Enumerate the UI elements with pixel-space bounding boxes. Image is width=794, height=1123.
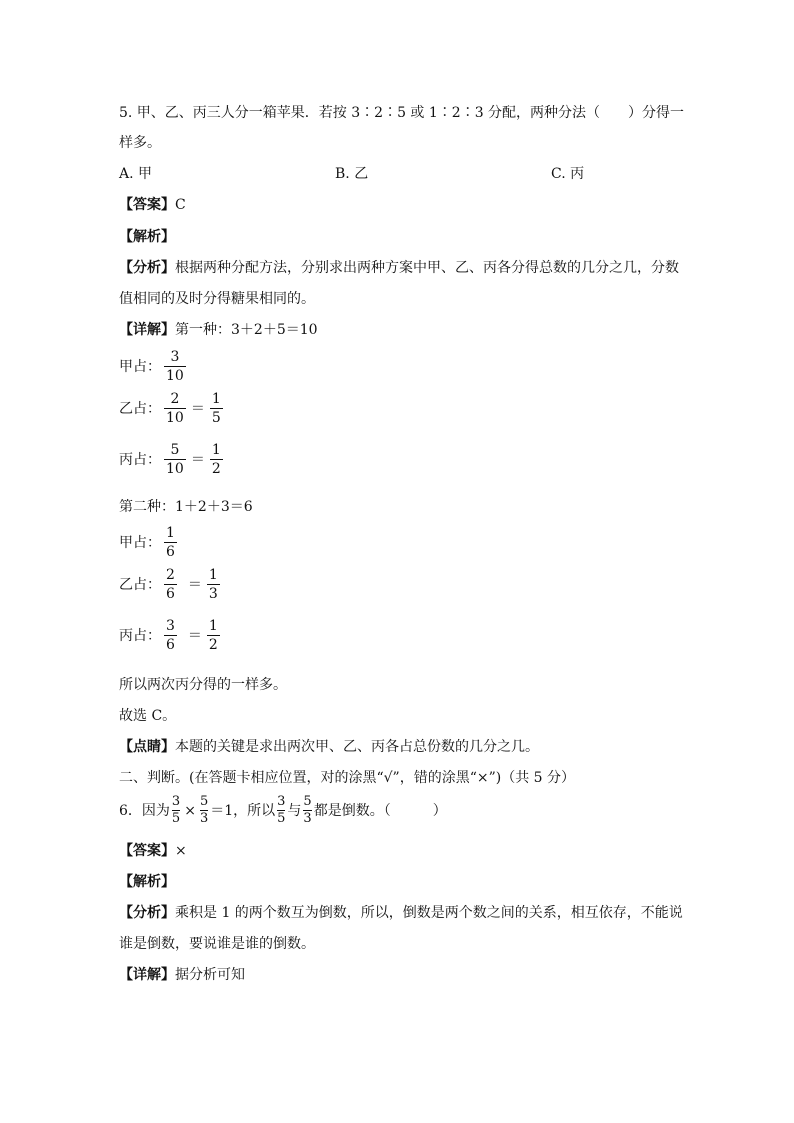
section2-title: 二、判断。(在答题卡相应位置，对的涂黑“√”，错的涂黑“×”)（共 5 分）: [119, 770, 576, 786]
q5-xiangjie-row: [119, 320, 318, 340]
q6-yu: 与: [287, 802, 302, 819]
second-title: 第二种：1＋2＋3＝6: [119, 499, 253, 515]
q5-option-a: A. 甲: [119, 166, 153, 182]
q5-stem-line1: 5. 甲、乙、丙三人分一箱苹果．若按 3∶2∶5 或 1∶2∶3 分配，两种分法（ ）分得一: [119, 105, 685, 121]
q5-stem-line2: 样多。: [119, 135, 161, 151]
fraction-result: $\frac{1}{2}$: [211, 442, 221, 477]
fraction-result: $\frac{1}{2}$: [208, 618, 218, 653]
first-yi-row: [119, 390, 226, 427]
q5-dianjing-row: [119, 737, 539, 757]
row-label: 乙占：: [119, 400, 161, 417]
q6-eq1: ＝1，所以: [210, 802, 276, 819]
fraction: $\frac{3}{6}$: [166, 618, 175, 653]
xiangjie-text: 第一种：3＋2＋5＝10: [175, 322, 318, 338]
fraction: $\frac{3}{5}$: [171, 794, 181, 826]
first-jia-row: [119, 348, 189, 385]
q5-fenxi-line1: [119, 258, 679, 278]
row-label: 甲占：: [119, 534, 161, 551]
fraction: $\frac{5}{3}$: [199, 794, 209, 826]
second-yi-row: [119, 566, 223, 603]
equals-sign: ＝: [190, 451, 205, 468]
times-sign: ×: [184, 802, 196, 819]
xiangjie-tag: 【详解】: [119, 322, 175, 338]
q5-conclusion: 所以两次丙分得的一样多。: [119, 677, 287, 693]
answer-value: ×: [175, 843, 187, 859]
fraction: $\frac{3}{10}$: [166, 349, 184, 384]
dianjing-tag: 【点睛】: [119, 739, 175, 755]
row-label: 丙占：: [119, 627, 161, 644]
answer-tag: 【答案】: [119, 197, 175, 213]
fraction-result: $\frac{1}{3}$: [208, 567, 218, 602]
fraction-result: $\frac{1}{5}$: [211, 391, 221, 426]
fraction: $\frac{2}{6}$: [166, 567, 175, 602]
row-label: 甲占：: [119, 358, 161, 375]
equals-sign: ＝: [187, 627, 202, 644]
fraction: $\frac{2}{10}$: [166, 391, 184, 426]
fenxi-text: 根据两种分配方法，分别求出两种方案中甲、乙、丙各分得总数的几分之几，分数: [175, 260, 679, 276]
first-bing-row: [119, 441, 226, 478]
fenxi-tag: 【分析】: [119, 905, 175, 921]
second-bing-row: [119, 617, 223, 654]
q6-prefix: 6．因为: [119, 802, 170, 819]
equals-sign: ＝: [187, 576, 202, 593]
equals-sign: ＝: [190, 400, 205, 417]
fenxi-tag: 【分析】: [119, 260, 175, 276]
xiangjie-text: 据分析可知: [175, 967, 245, 983]
q6-suffix: 都是倒数。（ ）: [313, 802, 447, 819]
row-label: 丙占：: [119, 451, 161, 468]
q5-option-c: C. 丙: [551, 166, 585, 182]
q5-fenxi-line2: 值相同的及时分得糖果相同的。: [119, 291, 315, 307]
xiangjie-tag: 【详解】: [119, 967, 175, 983]
q5-answer-row: [119, 195, 186, 215]
q6-xiangjie-row: [119, 965, 245, 985]
answer-tag: 【答案】: [119, 843, 175, 859]
q5-jiexi-tag: 【解析】: [119, 229, 175, 245]
q6-jiexi-tag: 【解析】: [119, 874, 175, 890]
q6-fenxi-line2: 谁是倒数，要说谁是谁的倒数。: [119, 936, 315, 952]
q5-choose: 故选 C。: [119, 708, 177, 724]
fraction: $\frac{5}{10}$: [166, 442, 184, 477]
second-jia-row: [119, 524, 180, 561]
fraction: $\frac{3}{5}$: [277, 794, 286, 826]
answer-value: C: [175, 197, 186, 213]
fraction: $\frac{5}{3}$: [303, 794, 312, 826]
dianjing-text: 本题的关键是求出两次甲、乙、丙各占总份数的几分之几。: [175, 739, 539, 755]
fenxi-text: 乘积是 1 的两个数互为倒数，所以，倒数是两个数之间的关系，相互依存，不能说: [175, 905, 683, 921]
fraction: $\frac{1}{6}$: [166, 525, 175, 560]
q6-answer-row: [119, 841, 187, 861]
q6-fenxi-line1: [119, 903, 683, 923]
q5-option-b: B. 乙: [335, 166, 369, 182]
q6-stem: [119, 794, 447, 827]
row-label: 乙占：: [119, 576, 161, 593]
